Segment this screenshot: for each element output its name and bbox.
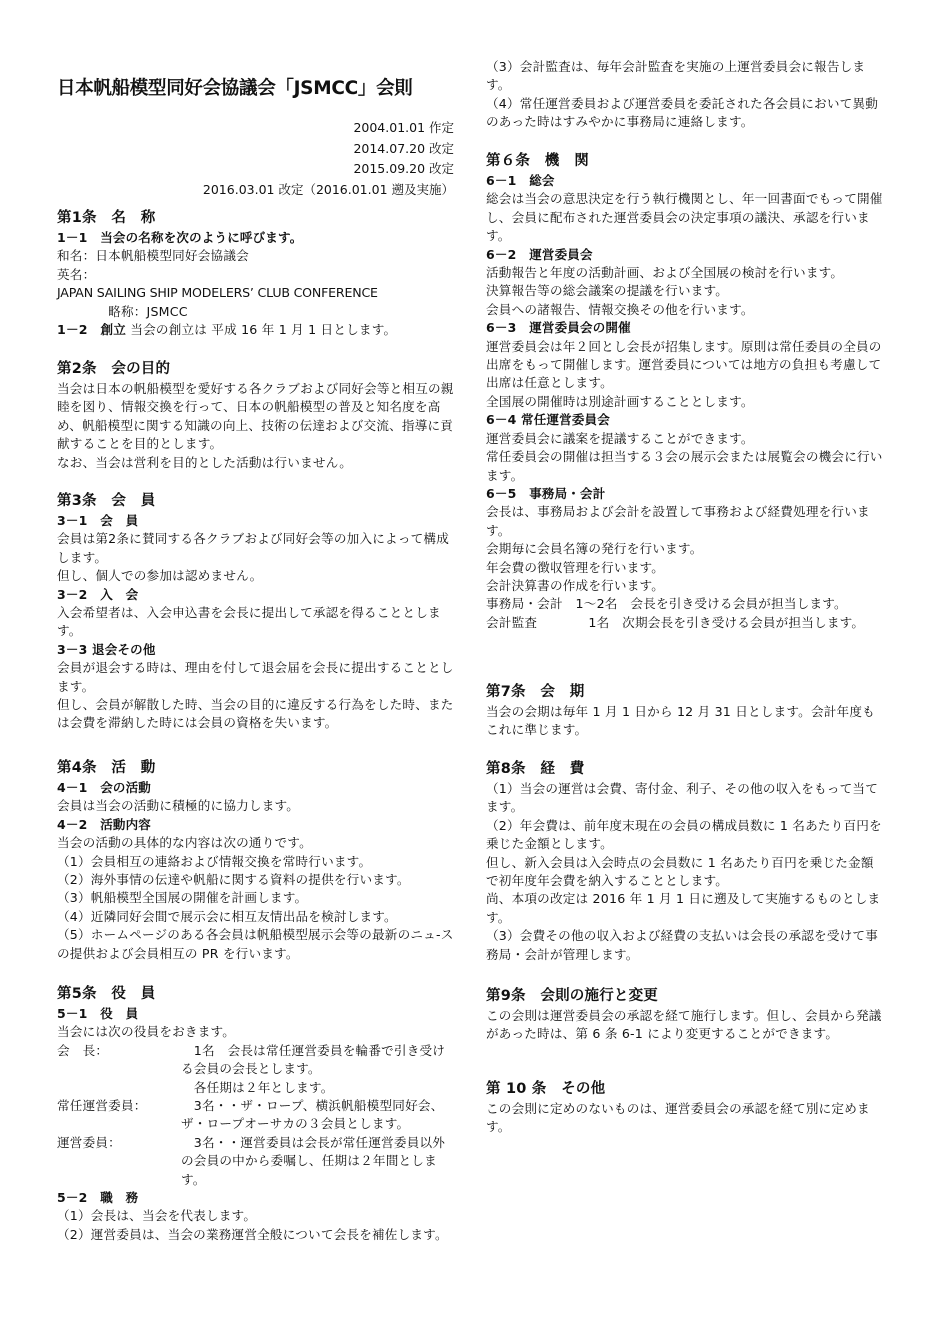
paragraph: 活動報告と年度の活動計画、および全国展の検討を行います。 (486, 265, 844, 281)
list-item: （5）ホームページのある各会員は帆船模型展示会等の最新のニュ-スの提供および会員相互の PR を行います。 (57, 927, 454, 961)
paragraph: 会員への諸報告、情報交換その他を行います。 (486, 301, 754, 317)
document-title: 日本帆船模型同好会協議会「JSMCC」会則 (57, 78, 413, 99)
paragraph: 会員は当会の活動に積極的に協力します。 (57, 798, 300, 814)
section-heading: 4－1 会の活動 (57, 780, 151, 795)
article-title: 第4条 活 動 (57, 760, 156, 776)
paragraph: 入会希望者は、入会申込書を会長に提出して承認を得ることとします。 (57, 605, 441, 639)
paragraph: なお、当会は営利を目的とした活動は行いません。 (57, 454, 353, 470)
role-name: 運営委員： (57, 1134, 121, 1150)
revision-line: 2004.01.01 作定 (353, 120, 454, 135)
role-name: 会 長： (57, 1042, 109, 1058)
list-item: （1）会長は、当会を代表します。 (57, 1208, 257, 1224)
article-7 (486, 681, 886, 740)
revision-line: 2014.07.20 改定 (353, 140, 454, 156)
role-description: 3名・・ザ・ロープ、横浜帆船模型同好会、ザ・ロープオーサカの３会員とします。 (181, 1098, 444, 1132)
section-heading: 1－1 当会の名称を次のように呼びます。 (57, 230, 303, 245)
article-title: 第3条 会 員 (57, 493, 156, 509)
paragraph: 事務局・会計 1～2名 会長を引き受ける会員が担当します。 (486, 596, 847, 612)
paragraph: 総会は当会の意思決定を行う執行機関とし、年一回書面でもって開催し、会員に配布された運営委員会の決定事項の議決、承認を行います。 (486, 191, 883, 244)
article-6 (486, 150, 886, 632)
paragraph: 会長は、事務局および会計を設置して事務および経費処理を行います。 (486, 504, 870, 538)
paragraph: 決算報告等の総会議案の提議を行います。 (486, 283, 729, 299)
revision-history (150, 118, 454, 200)
paragraph: 尚、本項の改定は 2016 年 1 月 1 日に遡及して実施するものとします。 (486, 891, 881, 925)
paragraph: 会計監査 1名 次期会長を引き受ける会員が担当します。 (486, 614, 865, 630)
article-title: 第9条 会則の施行と変更 (486, 988, 658, 1004)
revision-line: 2015.09.20 改定 (353, 161, 454, 176)
list-item: （3）会計監査は、毎年会計監査を実施の上運営委員会に報告します。 (486, 59, 866, 93)
list-item: （4）常任運営委員および運営委員を委託された各会員において異動のあった時はすみやかに事務局に連絡します。 (486, 95, 879, 130)
paragraph: 会計決算書の作成を行います。 (486, 577, 665, 593)
role-row-chair (57, 1042, 457, 1079)
article-5-continued (486, 58, 886, 132)
section-heading: 1－2 創立 (57, 322, 127, 338)
revision-line: 2016.03.01 改定（2016.01.01 遡及実施） (202, 181, 454, 197)
role-row-term (57, 1079, 457, 1097)
list-item: （3）帆船模型全国展の開催を計画します。 (57, 890, 308, 906)
role-row-standing-committee (57, 1097, 457, 1134)
role-row-committee (57, 1134, 457, 1189)
article-title: 第8条 経 費 (486, 761, 585, 777)
article-title: 第2条 会の目的 (57, 361, 171, 377)
article-5 (57, 983, 457, 1244)
paragraph: 年会費の徴収管理を行います。 (486, 559, 665, 575)
paragraph: 当会は日本の帆船模型を愛好する各クラブおよび同好会等と相互の親睦を図り、情報交換を行って、日本の帆船模型の普及と知名度を高め、帆船模型に関する知識の向上、技術の伝達および交流、指導に貢献することを目的とします。 (57, 381, 454, 452)
role-description: 3名・・運営委員は会長が常任運営委員以外の会員の中から委嘱し、任期は２年間とします。 (181, 1134, 446, 1187)
paragraph: 常任委員会の開催は担当する３会の展示会または展覧会の機会に行います。 (486, 449, 883, 483)
article-title: 第7条 会 期 (486, 684, 585, 700)
paragraph: 会期毎に会員名簿の発行を行います。 (486, 541, 703, 557)
role-name (57, 1079, 181, 1097)
list-item: （1）会員相互の連絡および情報交換を常時行います。 (57, 853, 372, 869)
role-name: 常任運営委員： (57, 1098, 147, 1114)
paragraph: 会員は第2条に賛同する各クラブおよび同好会等の加入によって構成します。 (57, 531, 450, 565)
article-title: 第5条 役 員 (57, 986, 156, 1002)
paragraph: 略称：JSMCC (57, 303, 188, 319)
paragraph: この会則は運営委員会の承認を経て施行します。但し、会員から発議があった時は、第 6 条 6-1 により変更することができます。 (486, 1008, 882, 1042)
article-title: 第６条 機 関 (486, 153, 589, 169)
section-heading: 5－2 職 務 (57, 1190, 139, 1206)
list-item: （4）近隣同好会間で展示会に相互友情出品を検討します。 (57, 908, 397, 924)
article-9 (486, 985, 886, 1044)
paragraph: 運営委員会に議案を提議することができます。 (486, 430, 754, 446)
paragraph: 但し、会員が解散した時、当会の目的に違反する行為をした時、または会費を滞納した時には会員の資格を失います。 (57, 697, 454, 731)
article-4 (57, 757, 457, 963)
section-text: 当会の創立は 平成 16 年 1 月 1 日とします。 (126, 322, 397, 338)
article-2 (57, 358, 457, 472)
paragraph: 但し、個人での参加は認めません。 (57, 568, 263, 584)
paragraph: JAPAN SAILING SHIP MODELERS’ CLUB CONFERENCE (57, 285, 378, 301)
paragraph: この会則に定めのないものは、運営委員会の承認を経て別に定めます。 (486, 1101, 870, 1135)
paragraph: 和名：日本帆船模型同好会協議会 (57, 248, 249, 264)
paragraph: 当会の活動の具体的な内容は次の通りです。 (57, 835, 312, 851)
article-8 (486, 758, 886, 964)
paragraph: 英名： (57, 266, 96, 282)
role-description: 各任期は２年とします。 (181, 1079, 334, 1095)
list-item: （2）海外事情の伝達や帆船に関する資料の提供を行います。 (57, 872, 410, 888)
paragraph: （2）年会費は、前年度末現在の会員の構成員数に 1 名あたり百円を乗じた金額とします。 (486, 817, 882, 852)
paragraph: （1）当会の運営は会費、寄付金、利子、その他の収入をもって当てます。 (486, 781, 879, 815)
section-heading: 3－1 会 員 (57, 513, 139, 528)
role-description: 1名 会長は常任運営委員を輪番で引き受ける会員の会長とします。 (181, 1042, 446, 1077)
section-heading: 6－1 総会 (486, 173, 555, 188)
article-10 (486, 1078, 886, 1137)
article-title: 第1条 名 称 (57, 210, 156, 226)
paragraph: 但し、新入会員は入会時点の会員数に 1 名あたり百円を乗じた金額で初年度年会費を納入することとします。 (486, 854, 874, 889)
paragraph: 当会には次の役員をおきます。 (57, 1024, 236, 1040)
list-item: （2）運営委員は、当会の業務運営全般について会長を補佐します。 (57, 1226, 448, 1242)
paragraph: 全国展の開催時は別途計画することとします。 (486, 393, 754, 409)
section-heading: 6－5 事務局・会計 (486, 485, 606, 501)
article-1 (57, 207, 457, 339)
paragraph: 当会の会期は毎年 1 月 1 日から 12 月 31 日とします。会計年度もこれに準じます。 (486, 704, 875, 738)
section-heading: 5－1 役 員 (57, 1006, 139, 1021)
article-3 (57, 490, 457, 733)
paragraph: （3）会費その他の収入および経費の支払いは会長の承認を受けて事務局・会計が管理します。 (486, 928, 879, 962)
section-heading: 3－2 入 会 (57, 586, 139, 602)
paragraph: 会員が退会する時は、理由を付して退会届を会長に提出することとします。 (57, 660, 454, 694)
section-heading: 6－2 運営委員会 (486, 246, 593, 262)
section-heading: 3－3 退会その他 (57, 641, 156, 657)
section-heading: 4－2 活動内容 (57, 816, 151, 832)
paragraph (57, 321, 457, 339)
paragraph: 運営委員会は年２回とし会長が招集します。原則は常任委員の全員の出席をもって開催します。運営委員については地方の負担も考慮して出席は任意とします。 (486, 338, 882, 391)
section-heading: 6－4 常任運営委員会 (486, 412, 610, 428)
article-title: 第 10 条 その他 (486, 1081, 606, 1097)
section-heading: 6－3 運営委員会の開催 (486, 320, 631, 336)
